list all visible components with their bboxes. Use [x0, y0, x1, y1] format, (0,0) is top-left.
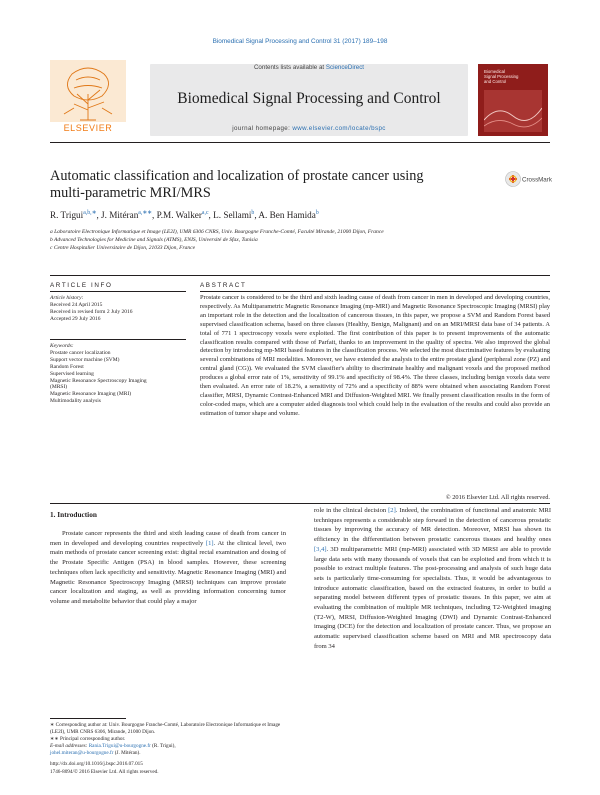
cover-title-line-1: Biomedical	[484, 69, 506, 74]
intro-right-column	[314, 506, 551, 652]
section-heading-introduction: 1. Introduction	[50, 510, 97, 519]
sciencedirect-link[interactable]: ScienceDirect	[325, 64, 365, 71]
footnote-corresponding: ∗ Corresponding author at: Univ. Bourgogne Franche-Comté, Laboratoire Electronique Informatique et Image (LE2I), UMR CNRS 6306, Mirande, 21000 Dijon.	[50, 722, 281, 735]
homepage-line	[150, 125, 468, 132]
history-rule	[50, 339, 186, 340]
history-item: Received 24 April 2015	[50, 301, 103, 308]
cover-graphic	[484, 90, 542, 132]
article-title: Automatic classification and localization of prostate cancer using multi-parametric MRI/MRS	[50, 168, 424, 201]
contents-prefix: Contents lists available at	[253, 64, 326, 71]
homepage-link[interactable]: www.elsevier.com/locate/bspc	[292, 125, 386, 132]
keyword-item: Magnetic Resonance Imaging (MRI)	[50, 391, 132, 398]
homepage-label: journal homepage:	[232, 125, 293, 132]
issn-line: 1746-8094/© 2016 Elsevier Ltd. All rights reserved.	[50, 769, 159, 775]
citation-link[interactable]: [1]	[205, 539, 214, 547]
elsevier-wordmark: ELSEVIER	[63, 123, 113, 133]
author-name[interactable]: J. Mitéran	[101, 210, 139, 221]
header-rule	[50, 142, 550, 143]
author-affiliation-mark[interactable]: b	[315, 210, 319, 216]
keywords	[50, 343, 190, 405]
email-owner: (J. Mitéran).	[113, 749, 141, 756]
abstract-text: Prostate cancer is considered to be the third and sixth leading cause of death from cancer in men in developed and developing countries, respectively. As Multiparametric Magnetic Resonance Imaging (mp-MRI) and Magnetic Resonance Spectroscopic Imaging (MRSI) play an important role in the detection and the localization of cancerous tissues, in this paper, we propose a SVM and Random Forest based supervised classification schema, based on three classes (Healthy, Benign, Malignant) and on an MRI/MRSI data base of 34 patients. A total of 771 1 spectroscopy voxels were exploited. The first contribution of this paper is to present improvements of the automatic classification results compared with those of Parfait, thanks to an improvement in the quality of spectra. We also improved the global detection by introducing mp-MRI based features in the classification process. We selected the most discriminative features by evaluating several combinations of MRI modalities. Moreover, we have extended the analysis to the entire prostate gland (peripheral zone (PZ) and central gland (CG)). We evaluated the SVM classifier's ability to discriminate healthy and malignant voxels and the proposed method produces a global error rate of 1%, sensitivity of 99.1% and specificity of 98.4%. The three classes, including benign voxels data were then evaluated. An error rate of 18.2%, a sensitivity of 72% and a specificity of 88% were obtained when associating Random Forest classifier, MRSI, Dynamic Contrast-Enhanced MRI and Diffusion-Weighted MRI. We finally present classification results in the form of color-coded maps, which are a computer aided diagnosis tool which could help in the evaluation of the results and could also provide an estimation of tumor shape and volume.	[200, 294, 550, 417]
keyword-item: Support vector machine (SVM)	[50, 356, 120, 363]
cover-title-line-2: Signal Processing	[484, 74, 519, 79]
text-run: . Indeed, the combination of functional and anatomic MRI techniques represents a considerable step forward in the detection of cancerous prostatic tissues by improving the accuracy of MR detection. Moreover, MRSI has shown its efficiency in the differentiation between prostatic cancerous tissues and healthy ones	[314, 507, 552, 544]
keyword-item: Supervised learning	[50, 370, 94, 377]
abstract-rule	[200, 291, 550, 292]
journal-title: Biomedical Signal Processing and Control	[177, 90, 441, 107]
text-run: Prostate cancer represents the third and sixth leading cause of death from cancer in men in developed and developing countries respectively	[50, 530, 286, 547]
email-link[interactable]: johel.miteran@u-bourgogne.fr	[50, 749, 114, 756]
author-affiliation-mark[interactable]: a,∗∗	[138, 210, 153, 216]
author-name[interactable]: P.M. Walker	[156, 210, 202, 221]
elsevier-tree-logo	[50, 60, 126, 130]
doi-link[interactable]: http://dx.doi.org/10.1016/j.bspc.2016.07.015	[50, 761, 143, 767]
affiliation-a: a Laboratoire Electronique Informatique et Image (LE2I), UMR 6306 CNRS, Univ. Bourgogne Franche-Comté, Faculté Mirande, 21000 Dijon, France	[50, 229, 384, 235]
text-run: . At the clinical level, two main methods of prostate cancer screening exist: digital rectal examination and dosing of the Prostate Specific Antigen (PSA) in blood samples. However, these screening techniques often lack specificity and sensitivity. Magnetic Resonance Imaging (MRI) and Magnetic Resonance Spectroscopy Imaging (MRSI) techniques can improve prostate cancer localization and staging, as well as providing information concerning tumor volume and metabolite behavior that could play a major	[50, 539, 286, 605]
author-name[interactable]: A. Ben Hamida	[258, 210, 316, 221]
text-run: . 3D multiparametric MRI (mp-MRI) associated with 3D MRSI are able to provide large data sets with many thousands of voxels that can be exploited and from which it is possible to extract multiple features. The post-processing and analysis of such huge data sets is particularly time-consuming for specialists. Thus, it would be advantageous to introduce automatic classification, based on the extracted features, in order to build a separating model between different types of prostatic tissues. In this paper, we aim at evaluating the combination of multiple MR techniques, including T2-Weighted imaging (T2-W), MRSI, Diffusion-Weighted Imaging (DWI) and Dynamic Contrast-Enhanced imaging (DCE) for the detection and localization of prostate cancer. Thus, we propose an automatic supervised classification scheme based on MRI and MR spectroscopy data from 34	[314, 545, 551, 650]
abstract-end-rule	[50, 503, 550, 504]
article-history	[50, 295, 190, 323]
article-info-heading: ARTICLE INFO	[50, 282, 113, 289]
email-link[interactable]: Rania.Trigui@u-bourgogne.fr	[88, 743, 151, 749]
email-owner: (R. Trigui),	[150, 743, 176, 749]
history-label: Article history:	[50, 295, 84, 301]
article-info-rule	[50, 291, 186, 292]
footnote-emails	[50, 743, 290, 756]
keywords-label: Keywords:	[50, 343, 74, 349]
keyword-item: Prostate cancer localization	[50, 349, 111, 356]
history-item: Accepted 29 July 2016	[50, 315, 101, 322]
citation-link[interactable]: [2]	[388, 507, 396, 514]
footnote-rule	[50, 718, 126, 719]
keyword-item: Random Forest	[50, 363, 84, 370]
intro-left-column	[50, 529, 286, 607]
journal-header	[50, 52, 550, 140]
citation-link[interactable]: [3,4]	[314, 545, 327, 553]
affiliation-c: c Centre Hospitalier Universitaire de Dijon, 21033 Dijon, France	[50, 245, 196, 251]
journal-reference[interactable]: Biomedical Signal Processing and Control 31 (2017) 189–198	[212, 38, 388, 45]
contents-line	[150, 64, 468, 71]
journal-cover-thumbnail	[478, 64, 548, 136]
keyword-item: Multimodality analysis	[50, 398, 101, 405]
history-item: Received in revised form 2 July 2016	[50, 308, 133, 315]
author-affiliation-mark[interactable]: b	[251, 210, 255, 216]
journal-title-band	[150, 64, 468, 136]
keyword-item: Magnetic Resonance Spectroscopy Imaging	[50, 377, 147, 384]
footnote-principal: ∗∗ Principal corresponding author.	[50, 736, 126, 742]
crossmark-label: CrossMark	[522, 176, 552, 184]
crossmark-icon[interactable]	[505, 170, 553, 188]
author-affiliation-mark[interactable]: a,b,∗	[83, 210, 97, 216]
abstract-heading: ABSTRACT	[200, 282, 247, 289]
author-list: R. Trigui$^{a,b,∗}$, J. Mitéran$^{a,∗∗}$, P.M. Walker$^{a,c}$, L. Sellami$^b$, A. Ben Hamida$^b$	[50, 210, 319, 221]
copyright-notice: © 2016 Elsevier Ltd. All rights reserved.	[445, 494, 550, 501]
author-name[interactable]: R. Trigui	[50, 210, 84, 221]
cover-title-line-3: and Control	[484, 79, 507, 84]
author-affiliation-mark[interactable]: a,c	[201, 210, 209, 216]
email-label: E-mail addresses:	[50, 743, 89, 749]
author-name[interactable]: L. Sellami	[213, 210, 252, 221]
text-run: role in the clinical decision	[314, 507, 389, 514]
affiliation-rule	[50, 275, 550, 276]
keyword-item: (MRSI)	[50, 384, 68, 391]
affiliation-b: b Advanced Technologies for Medicine and Signals (ATMS), ENIS, Université de Sfax, Tunisia	[50, 237, 258, 243]
